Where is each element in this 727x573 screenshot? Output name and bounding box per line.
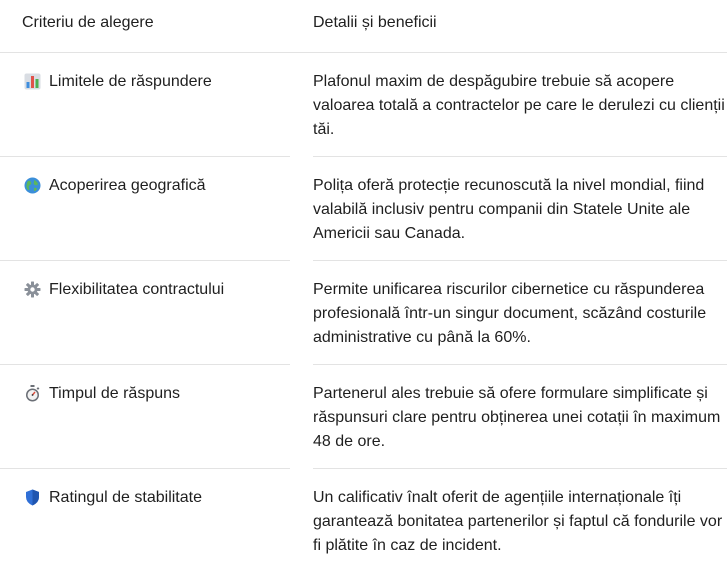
table-row	[0, 261, 727, 365]
table-row	[0, 53, 727, 157]
criterion-label: Flexibilitatea contractului	[49, 281, 225, 298]
stopwatch-icon	[24, 385, 41, 402]
criterion-cell	[0, 365, 290, 469]
details-cell: Plafonul maxim de despăgubire trebuie să acopere valoarea totală a contractelor pe care le derulezi cu clienții tăi.	[313, 53, 727, 157]
header-criterion: Criteriu de alegere	[22, 14, 154, 31]
bar-chart-icon	[24, 73, 41, 90]
details-cell: Partenerul ales trebuie să ofere formulare simplificate și răspunsuri clare pentru obținerea unei cotații în maximum 48 de ore.	[313, 365, 727, 469]
gear-icon	[24, 281, 41, 298]
table-row	[0, 365, 727, 469]
criterion-label: Ratingul de stabilitate	[49, 489, 202, 506]
criterion-cell	[0, 157, 290, 261]
table-header	[0, 0, 727, 53]
criterion-cell	[0, 469, 290, 573]
details-cell: Polița oferă protecție recunoscută la nivel mondial, fiind valabilă inclusiv pentru companii din Statele Unite ale Americii sau Canada.	[313, 157, 727, 261]
globe-icon	[24, 177, 41, 194]
criterion-label: Limitele de răspundere	[49, 73, 212, 90]
details-cell: Permite unificarea riscurilor cibernetice cu răspunderea profesională într-un singur document, scăzând costurile administrative cu până la 60%.	[313, 261, 727, 365]
table-row	[0, 469, 727, 573]
criterion-cell	[0, 53, 290, 157]
criterion-label: Acoperirea geografică	[49, 177, 206, 194]
header-details: Detalii și beneficii	[313, 14, 437, 31]
criterion-label: Timpul de răspuns	[49, 385, 181, 402]
details-cell: Un calificativ înalt oferit de agențiile internaționale îți garantează bonitatea partenerilor și faptul că fondurile vor fi plătite în caz de incident.	[313, 489, 723, 554]
shield-icon	[24, 489, 41, 506]
criterion-cell	[0, 261, 290, 365]
table-row	[0, 157, 727, 261]
